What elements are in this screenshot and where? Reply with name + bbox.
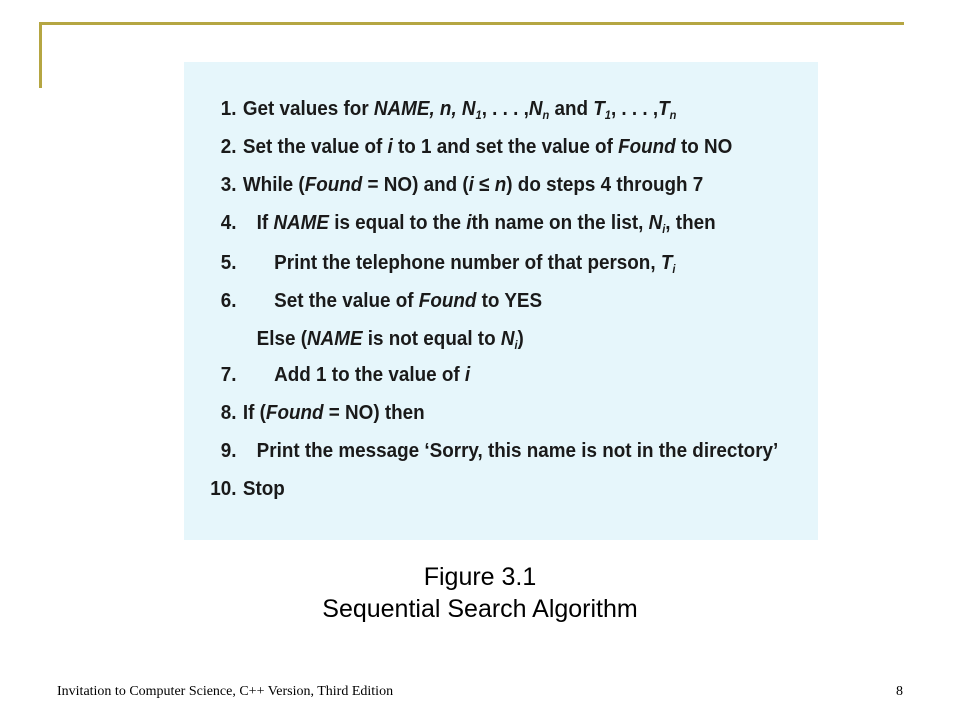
step-number: 3. bbox=[220, 173, 237, 196]
step-text: Set the value of i to 1 and set the value of Found to NO bbox=[242, 135, 733, 158]
step-number: 9. bbox=[220, 439, 237, 462]
step-text: Print the message ‘Sorry, this name is not in the directory’ bbox=[256, 439, 779, 462]
step-number: 5. bbox=[220, 251, 237, 274]
step-text: Set the value of Found to YES bbox=[274, 289, 543, 312]
left-decorative-rule bbox=[39, 22, 42, 88]
step-number: 1. bbox=[220, 97, 237, 120]
algorithm-figure bbox=[184, 62, 818, 540]
step-text: Get values for NAME, n, $N_1$, . . . $,N_n$ and $T_1$, . . . $,T_n$ bbox=[242, 97, 677, 122]
step-text: Print the telephone number of that person, $T_i$ bbox=[274, 251, 676, 276]
step-text: Else (NAME is not equal to $N_i$) bbox=[256, 327, 524, 352]
step-number: 8. bbox=[220, 401, 237, 424]
step-text: If NAME is equal to the ith name on the list, $N_i$, then bbox=[256, 211, 716, 236]
figure-caption-number: Figure 3.1 bbox=[423, 563, 537, 591]
step-text: Add 1 to the value of i bbox=[274, 363, 471, 386]
footer-page-number: 8 bbox=[896, 684, 903, 699]
step-text: While (Found = NO) and (i ≤ n) do steps 4 through 7 bbox=[242, 173, 704, 196]
step-number: 10. bbox=[210, 477, 237, 500]
step-number: 6. bbox=[220, 289, 237, 312]
figure-caption-title: Sequential Search Algorithm bbox=[322, 595, 638, 623]
top-decorative-rule bbox=[39, 22, 904, 25]
step-text: If (Found = NO) then bbox=[242, 401, 425, 424]
step-number: 2. bbox=[220, 135, 237, 158]
step-text: Stop bbox=[242, 477, 285, 500]
step-number: 4. bbox=[220, 211, 237, 234]
step-number: 7. bbox=[220, 363, 237, 386]
footer-book-title: Invitation to Computer Science, C++ Version, Third Edition bbox=[57, 684, 394, 699]
